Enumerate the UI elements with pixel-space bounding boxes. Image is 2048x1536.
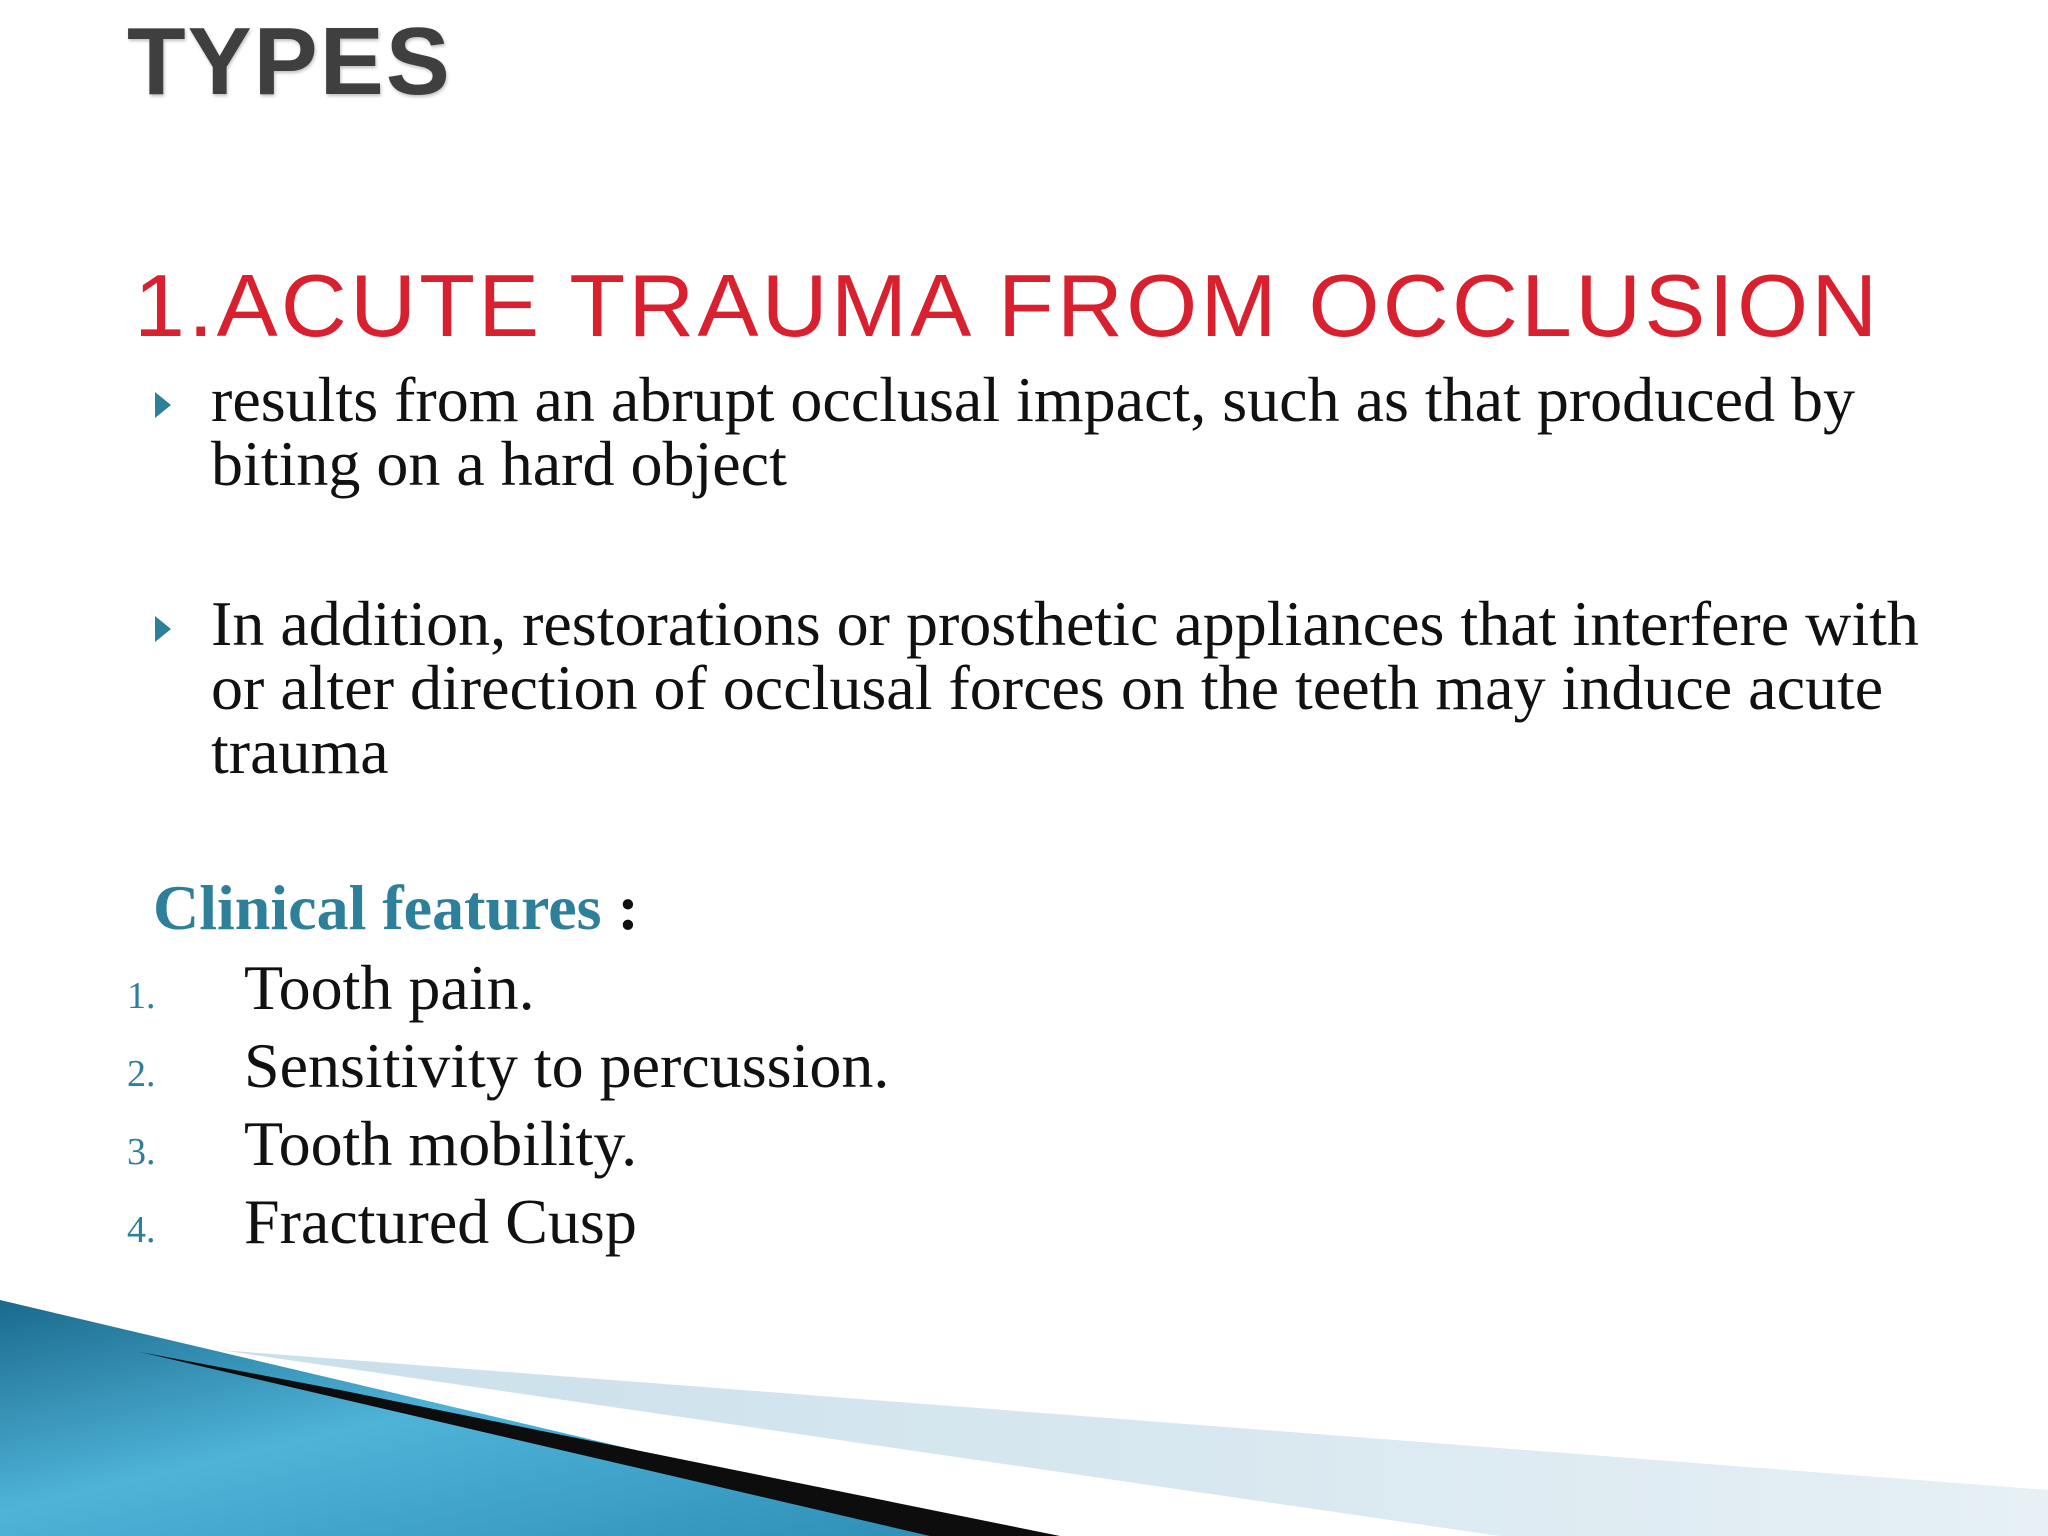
slide-title: TYPES [127, 8, 452, 115]
bullet-text: In addition, restorations or prosthetic appliances that interfere with or alter direction of occlusal forces on the teeth may induce acute trauma [211, 588, 1919, 787]
list-item [0, 1184, 2048, 1262]
list-item-text: Tooth pain. [244, 952, 535, 1023]
list-item-number: 1. [127, 975, 156, 1017]
triangle-right-icon [155, 392, 171, 418]
bullet-text: results from an abrupt occlusal impact, such as that produced by biting on a hard object [211, 364, 1855, 499]
list-item [0, 950, 2048, 1028]
list-item-text: Tooth mobility. [244, 1108, 638, 1179]
clinical-features-colon: : [601, 872, 639, 943]
list-item [0, 1028, 2048, 1106]
clinical-features-label: Clinical features [153, 872, 602, 943]
list-item-number: 4. [127, 1209, 156, 1251]
list-item-text: Fractured Cusp [244, 1186, 637, 1257]
clinical-features-heading [153, 872, 639, 944]
list-item [0, 1106, 2048, 1184]
section-heading: 1.ACUTE TRAUMA FROM OCCLUSION [134, 256, 1881, 355]
list-item-text: Sensitivity to percussion. [244, 1030, 890, 1101]
list-item-number: 3. [127, 1131, 156, 1173]
list-item-number: 2. [127, 1053, 156, 1095]
decorative-swoosh [0, 1290, 2048, 1536]
triangle-right-icon [155, 616, 171, 642]
